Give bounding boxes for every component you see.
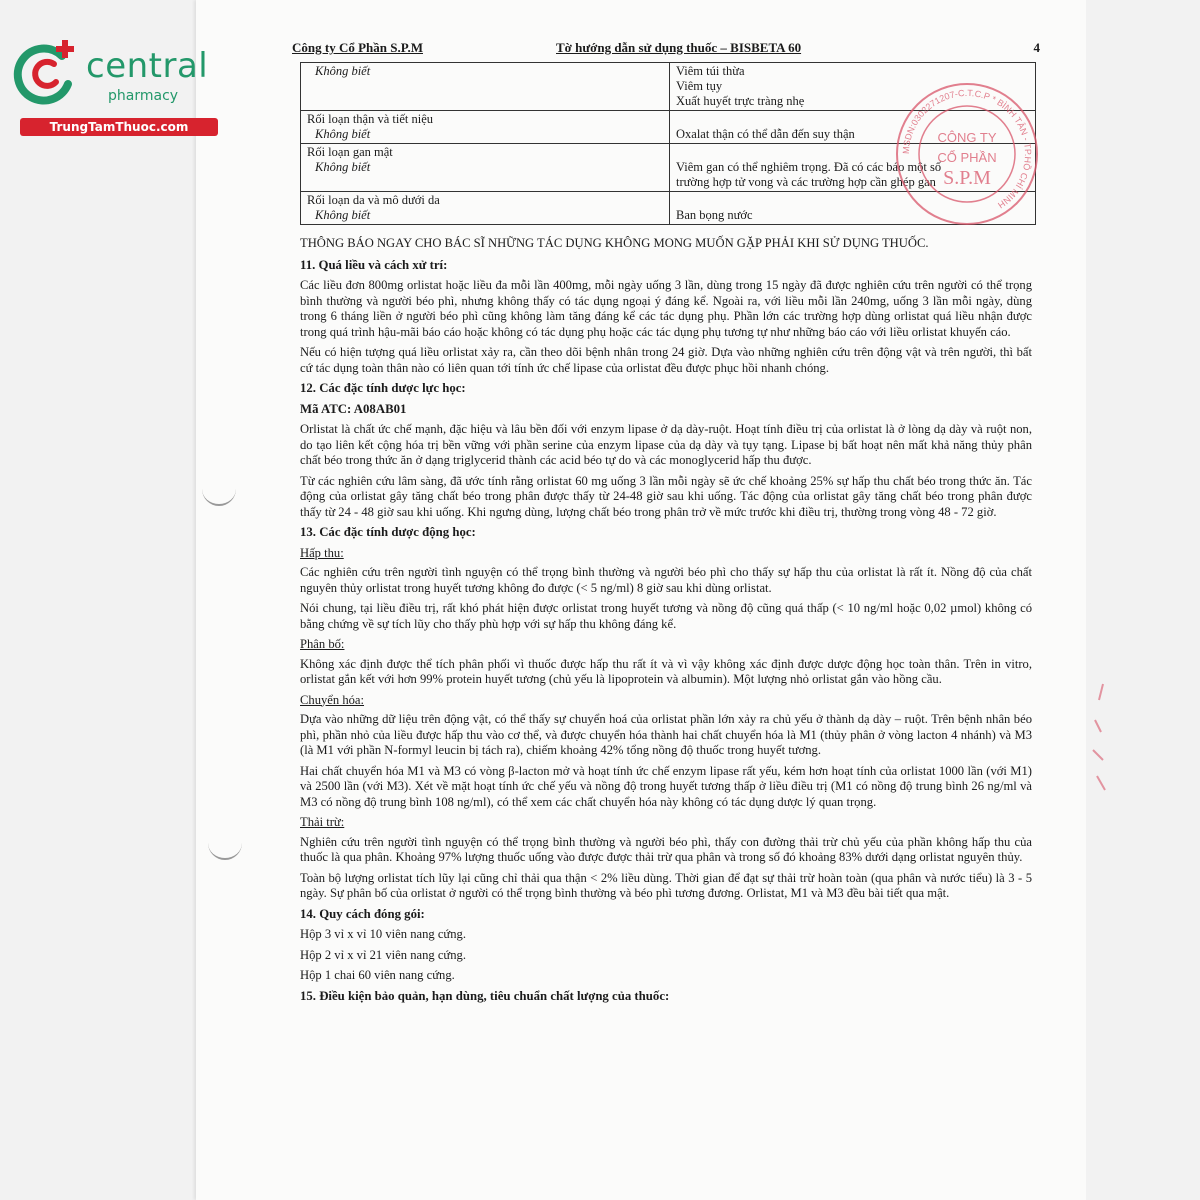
pharmacy-cross-icon <box>10 38 80 108</box>
packaging-item: Hộp 2 vỉ x vỉ 21 viên nang cứng. <box>300 947 466 962</box>
paragraph: Không xác định được thể tích phân phối vì thuốc được hấp thu rất ít và vì vậy không xác định được dược động học toàn thân. Trên in vitro, orlistat gắn kết với hơn 99% protein huyết tương (chủ yếu là lipoprotein và albumin). Một lượng nhỏ orlistat gắn vào hồng cầu. <box>300 656 1032 686</box>
paragraph: Toàn bộ lượng orlistat tích lũy lại cũng chỉ thải qua thận < 2% liều dùng. Thời gian để đạt sự thải trừ hoàn toàn (qua phân và nước tiểu) là 3 - 5 ngày. Sự phân bố của orlistat ở người có thể trọng bình thường và béo phì tương đương. Orlistat, M1 và M3 đều bài tiết qua mật. <box>300 870 1032 900</box>
section-heading: 14. Quy cách đóng gói: <box>300 906 425 921</box>
paragraph: Các liều đơn 800mg orlistat hoặc liều đa mỗi lần 400mg, mỗi ngày uống 3 lần, dùng trong 15 ngày đã được nghiên cứu trên người có thể trọng bình thường và người béo phì, nhưng không thấy có tác dụng ngoại ý đáng kể. Ngoài ra, với liều mỗi lần 240mg, uống 3 lần mỗi ngày, dùng trong 6 tháng liền ở người béo phì cũng không làm tăng đáng kể các tác dụng phụ. Phần lớn các trường hợp dùng orlistat quá liều nhận được trong quá trình hậu-mãi báo cáo hoặc không có tác dụng phụ hoặc các tác dụng phụ tương tự như những báo cáo với liều orlistat khuyến cáo. <box>300 278 1032 339</box>
document-title: Tờ hướng dẫn sử dụng thuốc – BISBETA 60 <box>556 40 802 55</box>
section-heading: 13. Các đặc tính dược động học: <box>300 525 476 539</box>
paragraph: Dựa vào những dữ liệu trên động vật, có thể thấy sự chuyển hoá của orlistat phần lớn xảy ra chủ yếu ở thành dạ dày – ruột. Trên bệnh nhân béo phì, phần nhỏ của liều được hấp thu vào cơ thể, và được chuyển hóa thành hai chất chuyển hóa là M1 (thủy phân ở vòng lacton 4 nhánh) và M3 (là M1 với phần N-formyl leucin bị tách ra), chiếm khoảng 42% tổng nồng độ thuốc trong huyết tương. <box>300 712 1032 757</box>
logo-sub: pharmacy <box>108 88 179 104</box>
warning-text: THÔNG BÁO NGAY CHO BÁC SĨ NHỮNG TÁC DỤNG KHÔNG MONG MUỐN GẶP PHẢI KHI SỬ DỤNG THUỐC. <box>300 236 929 250</box>
paragraph: Nói chung, tại liều điều trị, rất khó phát hiện được orlistat trong huyết tương và nồng độ cũng quá thấp (< 10 ng/ml hoặc 0,02 µmol) không có bằng chứng về sự tích lũy cho thấy phù hợp với sự hấp thu không đáng kể. <box>300 601 1032 631</box>
table-row: Rối loạn thận và tiết niệu Không biết Oxalat thận có thể dẫn đến suy thận <box>301 111 1036 144</box>
stamp-line: CỔ PHẦN <box>937 150 997 165</box>
document-body <box>300 236 1032 1009</box>
paragraph: Hai chất chuyển hóa M1 và M3 có vòng β-lacton mở và hoạt tính ức chế enzym lipase rất yếu, kém hơn hoạt tính của orlistat 1000 lần (với M1) và 2500 lần (với M3). Xét về mặt hoạt tính ức chế yếu và nồng độ trong huyết tương thấp ở liều điều trị (M1 có nồng độ trung bình 26 ng/ml và M3 có nồng độ trung bình 108 ng/ml), có thể xem các chất chuyển hóa này không có tác dụng dược lý quan trọng. <box>300 763 1032 809</box>
stamp-line: CÔNG TY <box>937 130 997 145</box>
paragraph: Các nghiên cứu trên người tình nguyện có thể trọng bình thường và người béo phì cho thấy sự hấp thu của orlistat là rất ít. Nồng độ của chất nguyên thủy orlistat trong huyết tương không đo được (< 5 ng/ml) 8 giờ sau khi dùng orlistat. <box>300 565 1032 595</box>
company-name: Công ty Cổ Phần S.P.M <box>292 40 423 55</box>
stamp-line: S.P.M <box>943 167 991 189</box>
side-stamp-mark <box>1085 680 1111 800</box>
paragraph: Nếu có hiện tượng quá liều orlistat xảy ra, cần theo dõi bệnh nhân trong 24 giờ. Dựa vào những nghiên cứu trên động vật và trên người, thì bất cứ tác dụng toàn thân nào có liên quan tới tính ức chế lipase của orlistat đều được phục hồi nhanh chóng. <box>300 345 1032 375</box>
packaging-item: Hộp 1 chai 60 viên nang cứng. <box>300 968 455 982</box>
atc-code: Mã ATC: A08AB01 <box>300 401 407 416</box>
packaging-item: Hộp 3 vỉ x vỉ 10 viên nang cứng. <box>300 927 466 941</box>
stamp-ring-text: MSDN:0302271207-C.T.C.P * BÌNH TÂN - TP.HỒ CHÍ MINH <box>900 87 1034 211</box>
logo-brand: central <box>86 46 209 86</box>
paragraph: Từ các nghiên cứu lâm sàng, đã ước tính rằng orlistat 60 mg uống 3 lần mỗi ngày sẽ ức chế khoảng 25% sự hấp thu chất béo trong thức ăn. Tác động của orlistat gây tăng chất béo trong phân được thấy từ 24-48 giờ sau khi uống. Tác động của orlistat gây tăng chất béo trong phân được thấy từ 24 - 48 giờ sau khi uống. Khi ngưng dùng, lượng chất béo trong phân trở về mức trước khi điều trị, thường trong vòng 48 - 72 giờ. <box>300 473 1032 519</box>
paragraph: Orlistat là chất ức chế mạnh, đặc hiệu và lâu bền đối với enzym lipase ở dạ dày-ruột. Hoạt tính điều trị của orlistat là ở lòng dạ dày và ruột non, do tạo liên kết cộng hóa trị bền vững với phần serine của enzym lipase của dạ dày và tụy tạng. Lipase bị bất hoạt nên mất khả năng thủy phân chất béo trong thức ăn ở dạng triglycerid thành các acid béo tự do và các monoglycerid hấp thu được. <box>300 422 1032 467</box>
section-heading: 12. Các đặc tính dược lực học: <box>300 381 466 395</box>
page-number: 4 <box>1033 40 1040 55</box>
table-row: Rối loạn gan mật Không biết Viêm gan có thể nghiêm trọng. Đã có các báo một số trường hợp tử vong và các trường hợp cần ghép gan <box>301 144 1036 192</box>
company-stamp <box>893 80 1041 228</box>
paragraph: Nghiên cứu trên người tình nguyện có thể trọng bình thường và người béo phì, thấy con đường thải trừ chủ yếu của phần không hấp thu của thuốc là qua phân. Khoảng 97% lượng thuốc uống vào được được thải trừ qua phân và trong số đó khoảng 83% dưới dạng orlistat nguyên thủy. <box>300 834 1032 864</box>
section-heading: 11. Quá liều và cách xử trí: <box>300 257 448 272</box>
central-pharmacy-logo <box>10 38 220 138</box>
logo-site: TrungTamThuoc.com <box>20 118 218 136</box>
table-row: Không biết Viêm túi thừa Viêm tụy Xuất huyết trực tràng nhẹ <box>301 63 1036 111</box>
table-row: Rối loạn da và mô dưới da Không biết Ban bọng nước <box>301 192 1036 225</box>
section-heading: 15. Điều kiện bảo quản, hạn dùng, tiêu chuẩn chất lượng của thuốc: <box>300 988 670 1003</box>
subheading: Phân bố: <box>300 637 345 651</box>
subheading: Thải trừ: <box>300 815 345 829</box>
subheading: Hấp thu: <box>300 545 344 560</box>
page-header <box>292 40 1040 58</box>
subheading: Chuyển hóa: <box>300 692 365 707</box>
